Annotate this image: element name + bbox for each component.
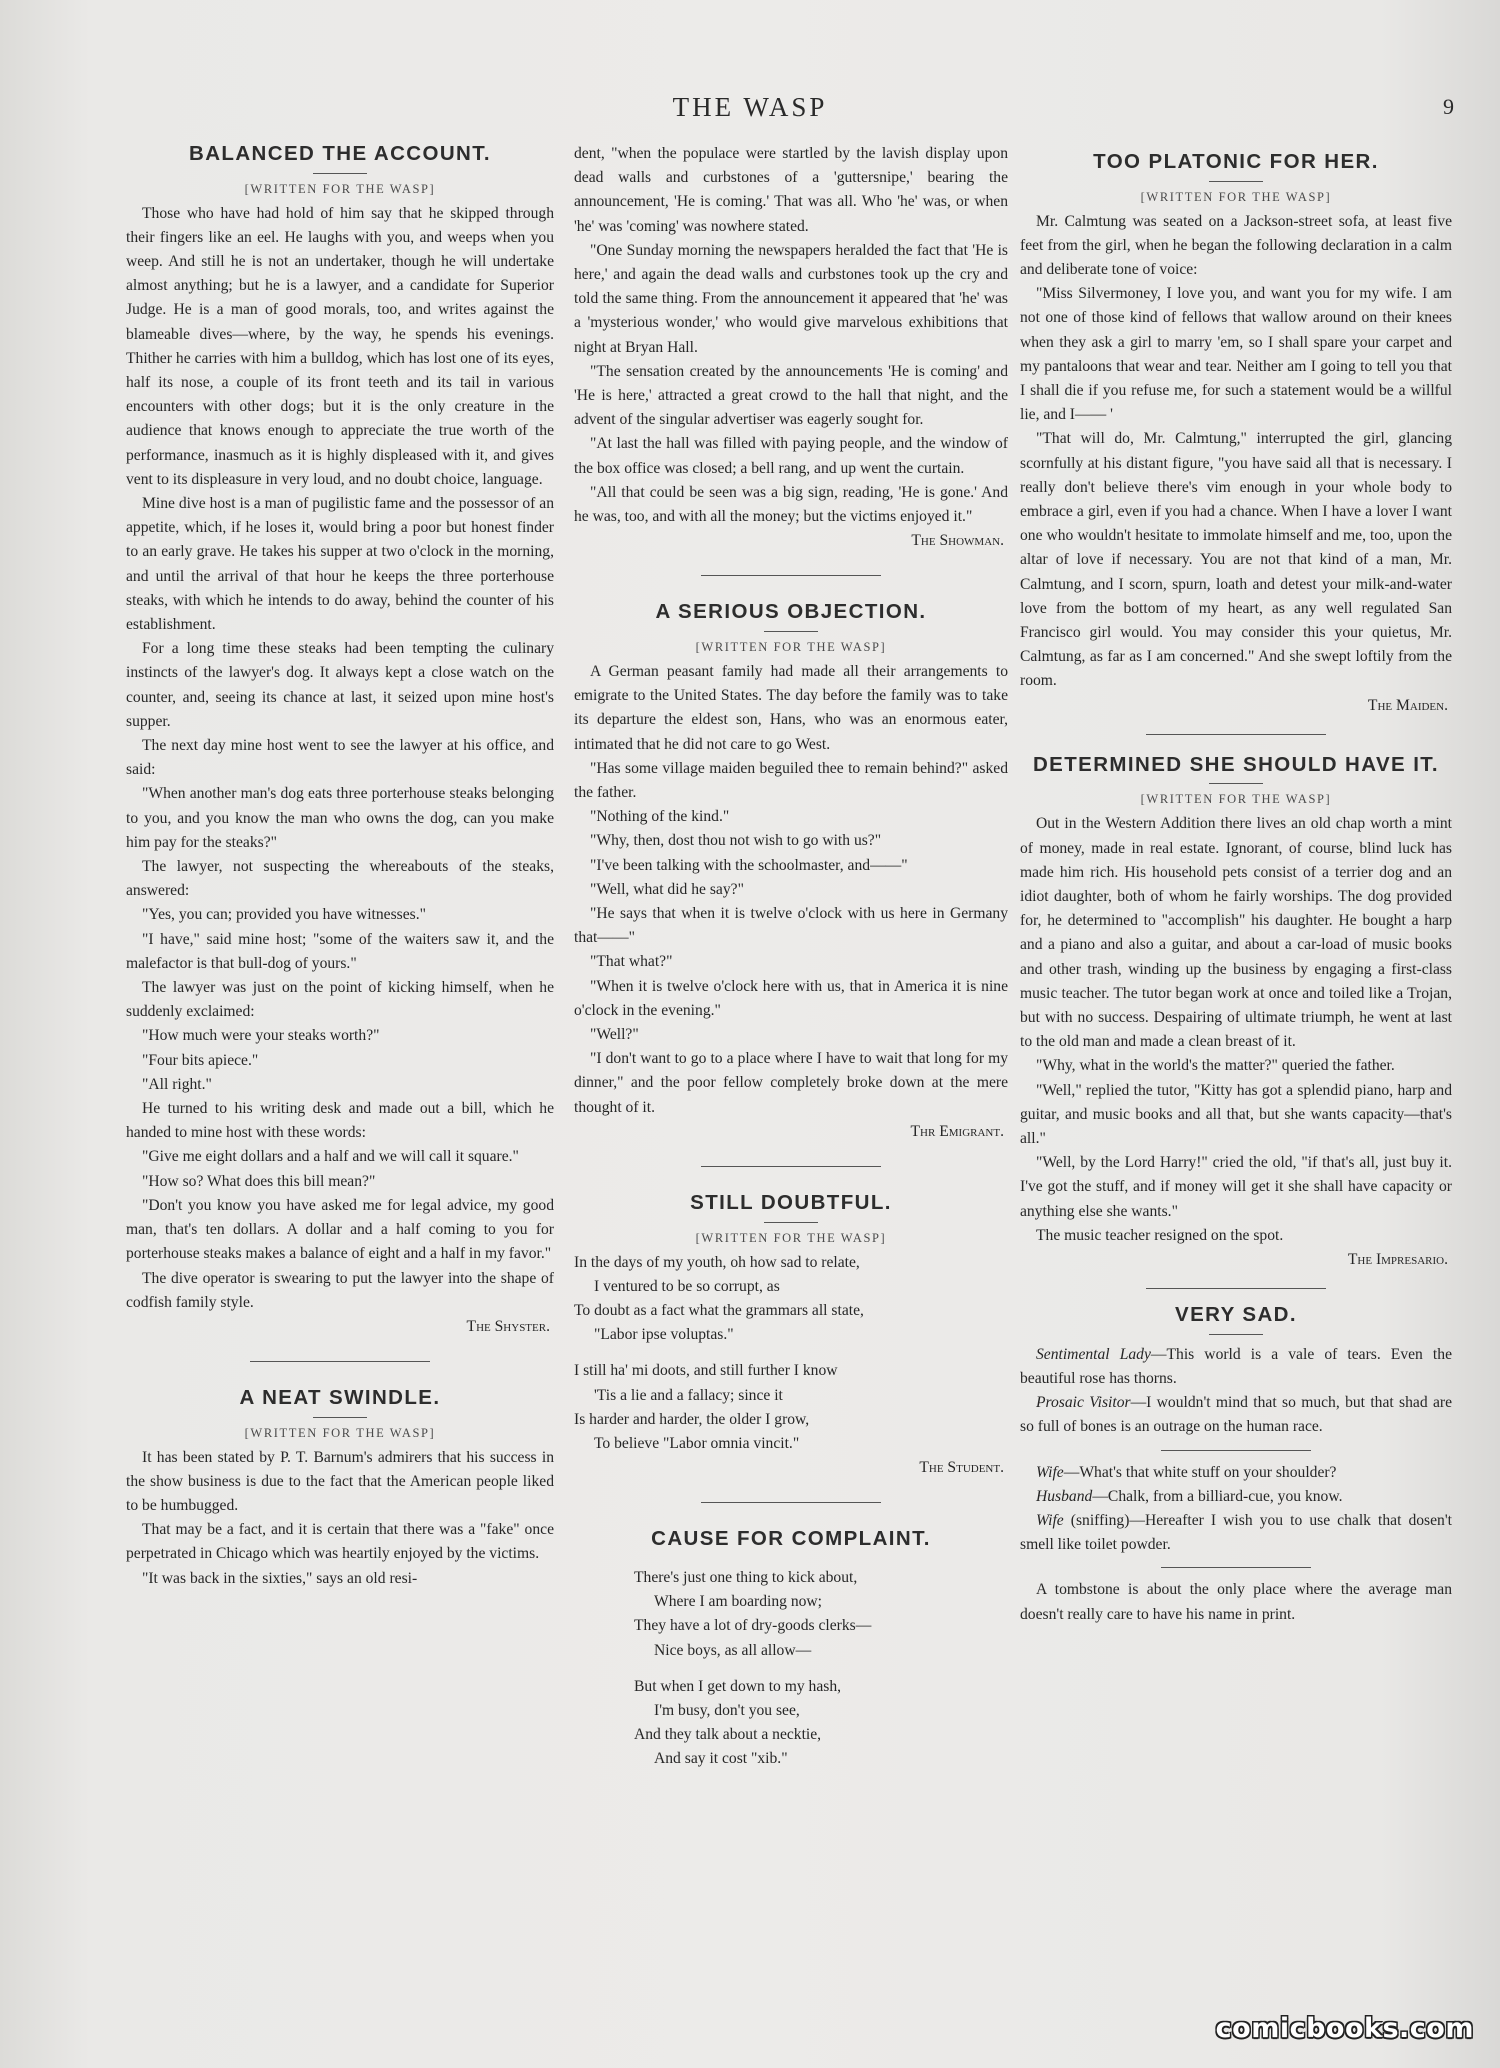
- dialogue-line: [1020, 1391, 1452, 1439]
- dialogue-line: [1020, 1509, 1452, 1557]
- poem-line: In the days of my youth, oh how sad to relate,: [574, 1253, 860, 1271]
- stanza-gap: [574, 1663, 1008, 1675]
- site-watermark: comicbooks.com: [1215, 2013, 1474, 2044]
- paragraph: For a long time these steaks had been tempting the culinary instincts of the lawyer's dog. It always kept a close watch on the counter, and, seeing its chance at last, it seized upon mine host's supper.: [126, 640, 554, 730]
- paragraph: "One Sunday morning the newspapers heralded the fact that 'He is here,' and again the dead walls and curbstones took up the cry and told the same thing. From the announcement it appeared that 'he' was a 'mysterious wonder,' who would give marvelous exhibitions that night at Bryan Hall.: [574, 241, 1008, 356]
- paragraph: "Has some village maiden beguiled thee to remain behind?" asked the father.: [574, 759, 1008, 802]
- section-divider: [701, 1166, 881, 1167]
- poem-line: "Labor ipse voluptas.": [594, 1326, 734, 1344]
- article-balanced-the-account: [126, 142, 554, 1339]
- article-title: TOO PLATONIC FOR HER.: [1093, 150, 1379, 173]
- byline: [WRITTEN FOR THE WASP]: [244, 1425, 436, 1440]
- speaker: Husband: [1036, 1487, 1093, 1505]
- title-rule: [313, 173, 367, 174]
- paragraph: "When it is twelve o'clock here with us, that in America it is nine o'clock in the evening.": [574, 977, 1008, 1019]
- paragraph: "That what?": [590, 953, 673, 971]
- poem-stanza: [574, 1359, 1008, 1456]
- paragraph: A tombstone is about the only place where the average man doesn't really care to have his name in print.: [1020, 1581, 1452, 1623]
- signature: The Student.: [919, 1459, 1004, 1477]
- article-determined-she-should-have-it: [1020, 753, 1452, 1272]
- paragraph: "Why, then, dost thou not wish to go with us?": [590, 832, 882, 850]
- article-title: VERY SAD.: [1175, 1303, 1297, 1327]
- article-body: [574, 660, 1008, 1120]
- poem-line: Where I am boarding now;: [654, 1593, 823, 1611]
- paragraph: The lawyer, not suspecting the whereabouts of the steaks, answered:: [126, 858, 554, 900]
- article-very-sad: [1020, 1303, 1452, 1627]
- section-divider: [1146, 734, 1326, 735]
- article-too-platonic-for-her: [1020, 150, 1452, 718]
- paragraph: "Miss Silvermoney, I love you, and want you for my wife. I am not one of those kind of fellows that wallow around on their knees when they ask a girl to marry 'em, so I shall spare your carpet and my pantaloons that wear and tear. Neither am I going to tell you that I shall die if you refuse me, for such a statement would be a willful lie, and I—— ': [1020, 285, 1452, 424]
- title-rule: [764, 631, 818, 632]
- paragraph: "That will do, Mr. Calmtung," interrupted the girl, glancing scornfully at his distant figure, "you have said all that is necessary. I really don't believe there's vim enough in your whole body to embrace a girl, even if you had a chance. When I have a lover I want one who wouldn't hesitate to immolate himself and me, too, upon the altar of love if necessary. You are not that kind of a man, Mr. Calmtung, and I scorn, spurn, loath and detest your milk-and-water love from the bottom of my heart, as any well regulated San Francisco girl would. You may consider this your quietus, Mr. Calmtung, as far as I am concerned." And she swept loftily from the room.: [1020, 430, 1452, 690]
- title-rule: [1209, 1334, 1263, 1335]
- poem-line: I ventured to be so corrupt, as: [594, 1277, 780, 1295]
- dialogue-text: —I wouldn't mind that so much, but that shad are so full of bones is an outrage on the human race.: [1020, 1394, 1452, 1436]
- paragraph: The next day mine host went to see the lawyer at his office, and said:: [126, 737, 554, 779]
- article-a-neat-swindle: [126, 1386, 554, 1591]
- poem-line: But when I get down to my hash,: [634, 1677, 842, 1695]
- speaker: Sentimental Lady: [1036, 1345, 1151, 1363]
- paragraph: "Well?": [590, 1026, 639, 1044]
- poem-line: 'Tis a lie and a fallacy; since it: [594, 1386, 783, 1404]
- paragraph: dent, "when the populace were startled by the lavish display upon dead walls and curbstones of a 'guttersnipe,' bearing the announcement, 'He is coming.' That was all. Who 'he' was, or when 'he' was 'coming' was nowhere stated.: [574, 145, 1008, 235]
- paragraph: A German peasant family had made all their arrangements to emigrate to the United States. The day before the family was to take its departure the eldest son, Hans, who was an enormous eater, intimated that he did not care to go West.: [574, 663, 1008, 753]
- poem-line: There's just one thing to kick about,: [634, 1569, 858, 1587]
- column-1: [126, 142, 554, 1591]
- article-body: [126, 202, 554, 1315]
- title-rule: [764, 1222, 818, 1223]
- dialogue-text: —Chalk, from a billiard-cue, you know.: [1092, 1487, 1343, 1505]
- paragraph: "I have," said mine host; "some of the waiters saw it, and the malefactor is that bull-dog of yours.": [126, 930, 554, 972]
- paragraph: "Well, by the Lord Harry!" cried the old, "if that's all, just buy it. I've got the stuff, and if money will get it she shall have capacity or anything else she wants.": [1020, 1154, 1452, 1220]
- dialogue-line: [1020, 1461, 1452, 1485]
- poem-stanza: [574, 1566, 1008, 1663]
- poem-line: I still ha' mi doots, and still further I know: [574, 1362, 838, 1380]
- paragraph: "Don't you know you have asked me for legal advice, my good man, that's ten dollars. A dollar and a half coming to you for porterhouse steaks makes a balance of eight and a half in my favor.": [126, 1196, 554, 1263]
- paragraph: Mine dive host is a man of pugilistic fame and the possessor of an appetite, which, if he loses it, would bring a poor but honest finder to an early grave. He takes his supper at two o'clock in the morning, and until the arrival of that hour he keeps the three porterhouse steaks, with which he intends to do away, behind the counter of his establishment.: [126, 495, 554, 634]
- signature: The Maiden.: [1367, 696, 1448, 714]
- byline: [WRITTEN FOR THE WASP]: [1140, 792, 1332, 807]
- speaker: Prosaic Visitor: [1036, 1394, 1131, 1412]
- paragraph: Mr. Calmtung was seated on a Jackson-street sofa, at least five feet from the girl, when he began the following declaration in a calm and deliberate tone of voice:: [1020, 212, 1452, 278]
- dialogue-text: (sniffing)—Hereafter I wish you to use chalk that dosen't smell like toilet powder.: [1020, 1512, 1452, 1554]
- paragraph: "Why, what in the world's the matter?" queried the father.: [1036, 1057, 1395, 1075]
- paragraph: That may be a fact, and it is certain that there was a "fake" once perpetrated in Chicago which was heartily enjoyed by the victims.: [126, 1521, 554, 1563]
- signature: The Showman.: [911, 532, 1004, 550]
- page-number: 9: [1443, 94, 1454, 119]
- signature: Thr Emigrant.: [910, 1122, 1004, 1140]
- article-a-neat-swindle-continued: [574, 142, 1008, 553]
- section-divider: [701, 1502, 881, 1503]
- poem-line: To doubt as a fact what the grammars all state,: [574, 1302, 864, 1320]
- column-2: [574, 142, 1008, 1772]
- paragraph: "Give me eight dollars and a half and we will call it square.": [142, 1148, 519, 1166]
- section-divider: [1161, 1567, 1311, 1568]
- article-title: BALANCED THE ACCOUNT.: [189, 142, 491, 165]
- poem-line: Nice boys, as all allow—: [654, 1641, 812, 1659]
- paragraph: The dive operator is swearing to put the lawyer into the shape of codfish family style.: [126, 1269, 554, 1311]
- spacer: [574, 1558, 1008, 1566]
- title-rule: [1209, 181, 1263, 182]
- section-divider: [250, 1361, 430, 1362]
- speaker: Wife: [1036, 1463, 1064, 1481]
- paragraph: "How so? What does this bill mean?": [142, 1172, 376, 1190]
- paragraph: "He says that when it is twelve o'clock with us here in Germany that——": [574, 905, 1008, 947]
- paragraph: "At last the hall was filled with paying people, and the window of the box office was closed; a bell rang, and up went the curtain.: [574, 435, 1008, 477]
- paragraph: It has been stated by P. T. Barnum's admirers that his success in the show business is due to the fact that the American people liked to be humbugged.: [126, 1448, 554, 1515]
- paragraph: "I don't want to go to a place where I have to wait that long for my dinner," and the poor fellow completely broke down at the mere thought of it.: [574, 1050, 1008, 1116]
- article-body: [1020, 210, 1452, 694]
- column-3: [1020, 142, 1452, 1627]
- title-rule: [1209, 783, 1263, 784]
- paragraph: Those who have had hold of him say that he skipped through their fingers like an eel. He laughs with you, and weeps when you weep. And still he is not an undertaker, though he will undertake almost anything; but he is a lawyer, and a candidate for Superior Judge. He is a man of good morals, too, and writes against the blameable dives—where, by the way, he spends his evenings. Thither he carries with him a bulldog, which has lost one of its eyes, half its nose, a couple of its front teeth and its tail in various encounters with other dogs; but it is the only creature in the audience that knows enough to appreciate the true worth of the performance, inasmuch as it is highly displeased with it, and gives vent to its displeasure in very loud, and no doubt choice, language.: [126, 204, 554, 488]
- paragraph: The lawyer was just on the point of kicking himself, when he suddenly exclaimed:: [126, 979, 554, 1021]
- paragraph: Out in the Western Addition there lives an old chap worth a mint of money, made in real estate. Ignorant, of course, blind luck has made him rich. His household pets consist of a terrier dog and an idiot daughter, both of whom he fairly worships. The dog provided for, he determined to "accomplish" his daughter. He bought a harp and a piano and also a guitar, and about a car-load of music books and other trash, winding up the business by engaging a first-class music teacher. The tutor began work at once and toiled like a Trojan, but with no success. Despairing of ultimate triumph, he went at last to the old man and made a clean breast of it.: [1020, 815, 1452, 1051]
- poem-title: CAUSE FOR COMPLAINT.: [651, 1527, 931, 1551]
- article-title: DETERMINED SHE SHOULD HAVE IT.: [1032, 752, 1440, 776]
- poem-cause-for-complaint: [574, 1527, 1008, 1771]
- poem-stanza: [574, 1251, 1008, 1348]
- article-title: A NEAT SWINDLE.: [239, 1386, 441, 1410]
- paragraph: "When another man's dog eats three porterhouse steaks belonging to you, and you know the man who owns the dog, can you make him pay for the steaks?": [126, 785, 554, 851]
- speaker: Wife: [1036, 1512, 1064, 1530]
- paragraph: "All that could be seen was a big sign, reading, 'He is gone.' And he was, too, and with all the money; but the victims enjoyed it.": [574, 483, 1008, 526]
- paragraph: "Well," replied the tutor, "Kitty has got a splendid piano, harp and guitar, and music books and all that, but she wants capacity—that's all.": [1020, 1081, 1452, 1148]
- spacer: [1020, 142, 1452, 150]
- paragraph: "Nothing of the kind.": [590, 808, 730, 826]
- byline: [WRITTEN FOR THE WASP]: [244, 181, 436, 196]
- dialogue-line: [1020, 1343, 1452, 1391]
- poem-still-doubtful: [574, 1191, 1008, 1480]
- title-rule: [313, 1417, 367, 1418]
- section-divider: [1161, 1450, 1311, 1451]
- poem-title: STILL DOUBTFUL.: [690, 1191, 892, 1215]
- byline: [WRITTEN FOR THE WASP]: [695, 640, 887, 655]
- dialogue-text: —What's that white stuff on your shoulder?: [1063, 1463, 1337, 1481]
- paragraph: "Yes, you can; provided you have witnesses.": [142, 906, 426, 924]
- paragraph: "It was back in the sixties," says an old resi-: [142, 1569, 418, 1587]
- paragraph: The music teacher resigned on the spot.: [1036, 1226, 1284, 1244]
- article-body: [1020, 812, 1452, 1248]
- paragraph: He turned to his writing desk and made out a bill, which he handed to mine host with these words:: [126, 1100, 554, 1142]
- poem-line: They have a lot of dry-goods clerks—: [634, 1617, 872, 1635]
- article-body: [574, 142, 1008, 529]
- paragraph: "All right.": [142, 1075, 212, 1093]
- section-divider: [1146, 1288, 1326, 1289]
- paragraph: "The sensation created by the announcements 'He is coming' and 'He is here,' attracted a great crowd to the hall that night, and the advent of the singular advertiser was eagerly sought for.: [574, 362, 1008, 429]
- paragraph: "I've been talking with the schoolmaster, and——": [590, 856, 908, 874]
- poem-line: Is harder and harder, the older I grow,: [574, 1410, 810, 1428]
- paragraph: "Well, what did he say?": [590, 880, 744, 898]
- dialogue-line: [1020, 1485, 1452, 1509]
- poem-line: And say it cost "xib.": [654, 1750, 788, 1768]
- signature: The Impresario.: [1347, 1251, 1448, 1269]
- article-a-serious-objection: [574, 600, 1008, 1144]
- poem-line: I'm busy, don't you see,: [654, 1702, 800, 1720]
- poem-line: And they talk about a necktie,: [634, 1726, 822, 1744]
- section-divider: [701, 575, 881, 576]
- article-title: A SERIOUS OBJECTION.: [655, 600, 927, 624]
- poem-line: To believe "Labor omnia vincit.": [594, 1435, 800, 1453]
- dialogue-text: —This world is a vale of tears. Even the beautiful rose has thorns.: [1020, 1345, 1452, 1388]
- masthead: THE WASP: [672, 92, 828, 122]
- signature: The Shyster.: [466, 1317, 550, 1335]
- paragraph: "Four bits apiece.": [142, 1051, 259, 1069]
- stanza-gap: [574, 1347, 1008, 1359]
- byline: [WRITTEN FOR THE WASP]: [695, 1230, 887, 1245]
- article-body: [126, 1446, 554, 1591]
- poem-stanza: [574, 1675, 1008, 1772]
- byline: [WRITTEN FOR THE WASP]: [1140, 189, 1332, 204]
- paragraph: "How much were your steaks worth?": [142, 1027, 380, 1045]
